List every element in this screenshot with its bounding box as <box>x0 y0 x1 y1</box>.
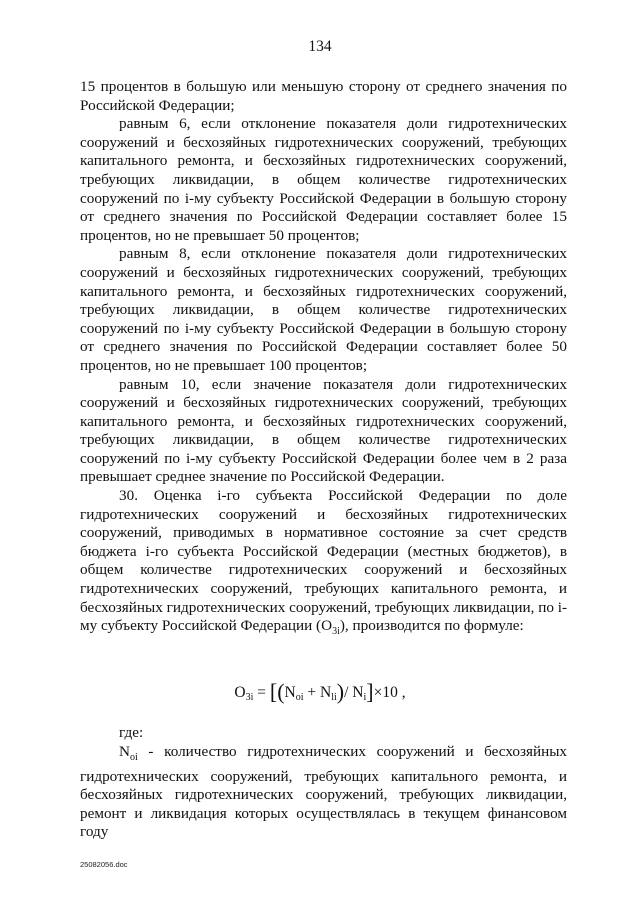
formula-n2-sub: li <box>331 692 337 703</box>
definition-noi <box>80 743 567 842</box>
formula-eq: = <box>253 684 270 701</box>
paragraph: равным 8, если отклонение показателя доли гидротехнических сооружений и бесхозяйных гидротехнических сооружений, требующих капитального ремонта, и бесхозяйных гидротехнических сооружений, требующих ликвидации, в общем количестве гидротехнических сооружений по i-му субъекту Российской Федерации в большую сторону от среднего значения по Российской Федерации составляет более 50 процентов, но не превышает 100 процентов; <box>80 245 567 374</box>
formula-plus: + <box>303 684 321 701</box>
formula-times: ×10 , <box>373 684 406 701</box>
formula-div-sub: i <box>363 692 367 703</box>
formula-lhs: O <box>234 684 246 701</box>
paragraph: равным 6, если отклонение показателя доли гидротехнических сооружений и бесхозяйных гидротехнических сооружений, требующих капитального ремонта, и бесхозяйных гидротехнических сооружений, требующих ликвидации, в общем количестве гидротехнических сооружений по i-му субъекту Российской Федерации в большую сторону от среднего значения по Российской Федерации составляет более 15 процентов, но не превышает 50 процентов; <box>80 115 567 244</box>
where-label: где: <box>119 724 144 741</box>
definitions <box>80 743 567 842</box>
definition-symbol: N <box>119 743 130 760</box>
item-30-paragraph <box>80 487 567 642</box>
formula: $O_{3i} = [(N_{oi} + N_{li})/$ $N_i]\times 10$ , <box>234 679 406 704</box>
formula-n2: N <box>320 684 332 701</box>
footer-filename: 25082056.doc <box>80 860 128 869</box>
item-30-tail: ), производится по формуле: <box>339 617 524 635</box>
formula-n1: N <box>284 684 296 701</box>
formula-lhs-sub: 3i <box>245 692 254 703</box>
formula-div: / N <box>344 684 364 701</box>
definition-symbol-sub: oi <box>129 752 138 764</box>
item-30-text: 30. Оценка i-го субъекта Российской Федерации по доле гидротехнических сооружений и бесхозяйных гидротехнических сооружений, приводимых в нормативное состояние за счет средств бюджета i-го субъекта Российской Федерации (местных бюджетов), в общем количестве гидротехнических сооружений и бесхозяйных гидротехнических сооружений, требующих капитального ремонта, и бесхозяйных гидротехнических сооружений, требующих ликвидации, по i-му субъекту Российской Федерации (O <box>80 487 567 635</box>
paragraph: равным 10, если значение показателя доли гидротехнических сооружений и бесхозяйных гидротехнических сооружений, требующих капитального ремонта, и бесхозяйных гидротехнических сооружений, требующих ликвидации, в общем количестве гидротехнических сооружений по i-му субъекту Российской Федерации более чем в 2 раза превышает среднее значение по Российской Федерации. <box>80 375 567 486</box>
page-number: 134 <box>308 38 332 55</box>
formula-n1-sub: oi <box>295 692 304 703</box>
document-body <box>80 78 567 642</box>
paragraph: 15 процентов в большую или меньшую сторону от среднего значения по Российской Федерации; <box>80 78 567 114</box>
item-30-subscript: 3i <box>332 626 340 638</box>
definition-text: - количество гидротехнических сооружений и бесхозяйных гидротехнических сооружений, требующих капитального ремонта, и бесхозяйных гидротехнических сооружений, требующих ликвидации, ремонт и ликвидация которых осуществлялась в текущем финансовом году <box>80 743 567 841</box>
